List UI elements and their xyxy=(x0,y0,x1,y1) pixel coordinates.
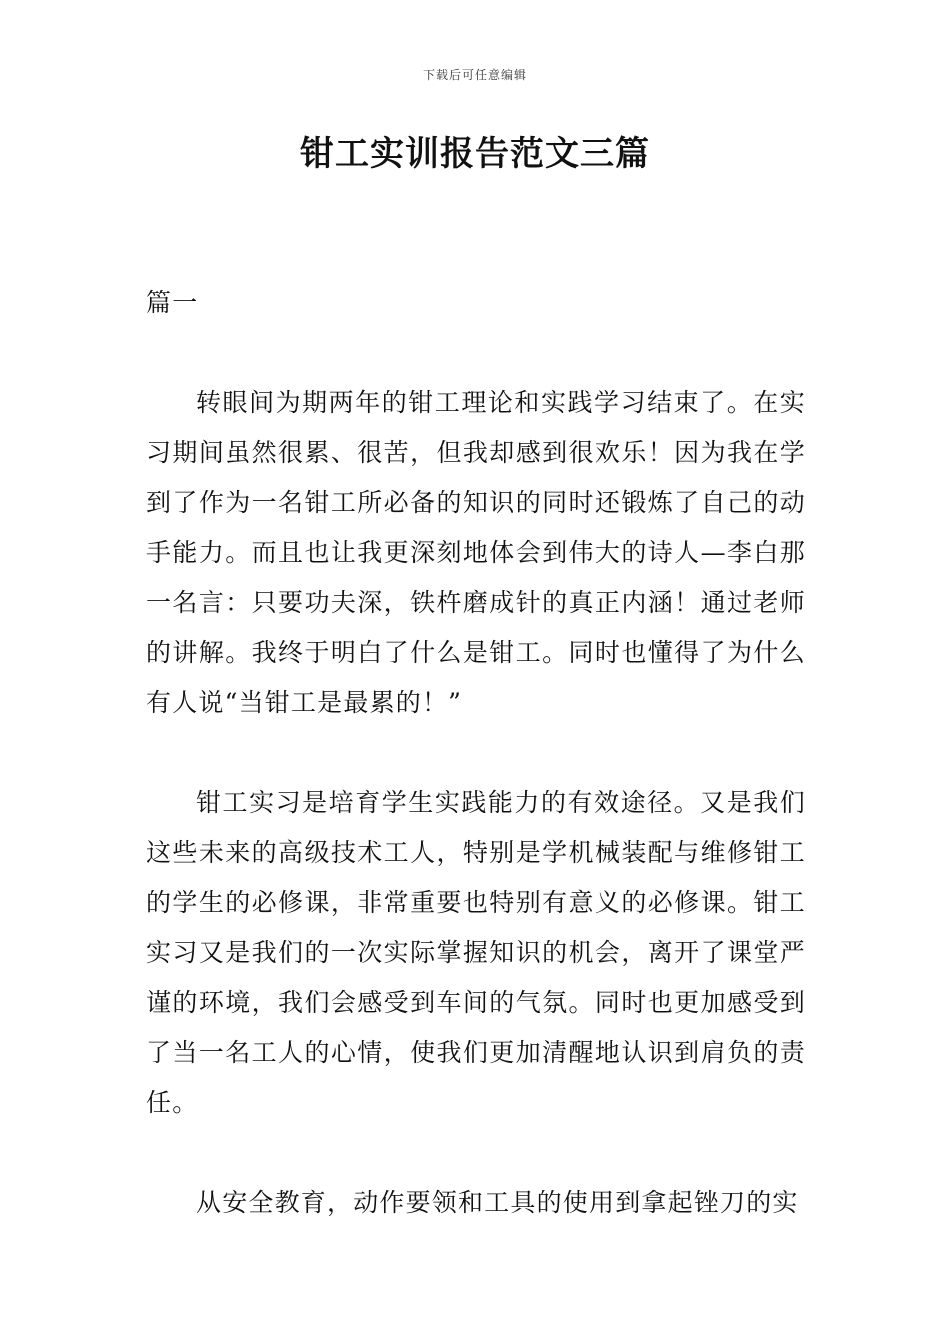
document-body xyxy=(146,278,806,1278)
header-note: 下载后可任意编辑 xyxy=(422,68,527,82)
section-label: 篇一 xyxy=(146,288,199,317)
paragraph-1: 转眼间为期两年的钳工理论和实践学习结束了。在实习期间虽然很累、很苦，但我却感到很欢乐！因为我在学到了作为一名钳工所必备的知识的同时还锻炼了自己的动手能力。而且也让我更深刻地体会到伟大的诗人—李白那一名言：只要功夫深，铁杵磨成针的真正内涵！通过老师的讲解。我终于明白了什么是钳工。同时也懂得了为什么有人说“当钳工是最累的！” xyxy=(146,388,806,717)
paragraph-2: 钳工实习是培育学生实践能力的有效途径。又是我们这些未来的高级技术工人，特别是学机械装配与维修钳工的学生的必修课，非常重要也特别有意义的必修课。钳工实习又是我们的一次实际掌握知识的机会，离开了课堂严谨的环境，我们会感受到车间的气氛。同时也更加感受到了当一名工人的心情，使我们更加清醒地认识到肩负的责任。 xyxy=(146,788,806,1117)
document-title: 钳工实训报告范文三篇 xyxy=(300,134,650,174)
paragraph-3: 从安全教育，动作要领和工具的使用到拿起锉刀的实 xyxy=(196,1188,799,1217)
